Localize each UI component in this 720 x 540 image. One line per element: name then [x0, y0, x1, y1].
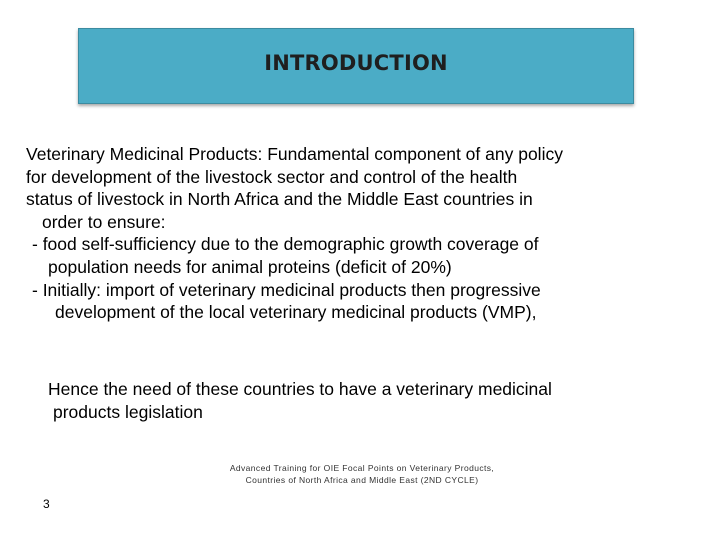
body-text — [26, 143, 686, 324]
page-number: 3 — [43, 497, 50, 511]
footer-line: Countries of North Africa and Middle East (2ND CYCLE) — [245, 475, 479, 485]
slide-footer — [150, 462, 574, 486]
slide-title: INTRODUCTION — [264, 51, 448, 75]
body-line: order to ensure: — [42, 211, 166, 232]
body-line: Veterinary Medicinal Products: Fundamental component of any policy — [26, 144, 563, 164]
bullet-continuation: population needs for animal proteins (deficit of 20%) — [48, 256, 452, 277]
conclusion-line: products legislation — [53, 401, 203, 422]
bullet-continuation: development of the local veterinary medicinal products (VMP), — [55, 302, 537, 323]
footer-line: Advanced Training for OIE Focal Points on Veterinary Products, — [229, 463, 495, 473]
bullet-line: - food self-sufficiency due to the demographic growth coverage of — [32, 234, 539, 255]
conclusion-text — [48, 378, 552, 423]
body-line: for development of the livestock sector and control of the health — [26, 166, 518, 187]
bullet-line: - Initially: import of veterinary medicinal products then progressive — [32, 279, 541, 300]
title-banner — [78, 28, 634, 104]
conclusion-line: Hence the need of these countries to have a veterinary medicinal — [48, 379, 552, 399]
body-line: status of livestock in North Africa and the Middle East countries in — [26, 189, 533, 210]
